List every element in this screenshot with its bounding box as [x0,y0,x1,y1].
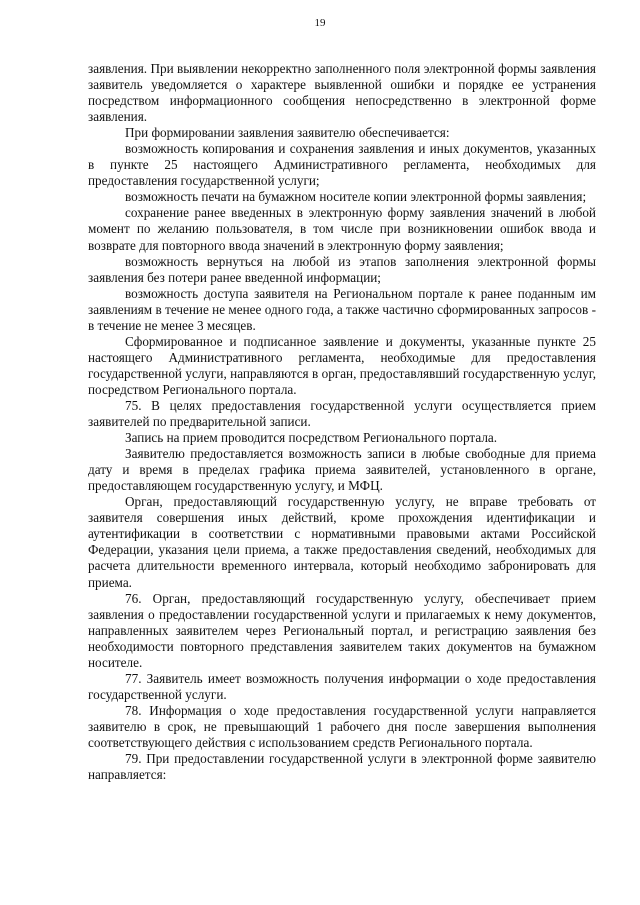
paragraph: Запись на прием проводится посредством Регионального портала. [125,430,498,446]
paragraph: сохранение ранее введенных в электронную форму заявления значений в любой момент по желанию пользователя, в том числе при возникновении ошибок ввода и возврате для повторного ввода значений в электронную форму заявления; [88,205,596,253]
paragraph: Сформированное и подписанное заявление и документы, указанные пункте 25 настоящего Административного регламента, необходимые для предоставления государственной услуги, направляются в орган, предоставлявший государственную услуг, посредством Регионального портала. [88,333,596,397]
page-body [88,61,596,783]
paragraph: заявления. При выявлении некорректно заполненного поля электронной формы заявления заявитель уведомляется о характере выявленной ошибки и порядке ее устранения посредством информационного сообщения непосредственно в электронной форме заявления. [88,61,596,125]
paragraph: возможность доступа заявителя на Региональном портале к ранее поданным им заявлениям в течение не менее одного года, а также частично сформированных запросов - в течение не менее 3 месяцев. [88,285,596,333]
paragraph-item-78: 78. Информация о ходе предоставления государственной услуги направляется заявителю в срок, не превышающий 1 рабочего дня после завершения выполнения соответствующего действия с использованием средств Регионального портала. [88,702,596,750]
paragraph: возможность вернуться на любой из этапов заполнения электронной формы заявления без потери ранее введенной информации; [88,253,596,285]
paragraph-item-79: 79. При предоставлении государственной услуги в электронной форме заявителю направляется: [88,751,596,783]
paragraph: возможность печати на бумажном носителе копии электронной формы заявления; [125,189,587,205]
paragraph: Орган, предоставляющий государственную услугу, не вправе требовать от заявителя совершения иных действий, кроме прохождения идентификации и аутентификации в соответствии с нормативными правовыми актами Российской Федерации, указания цели приема, а также предоставления сведений, необходимых для расчета длительности временного интервала, который необходимо забронировать для приема. [88,494,596,590]
paragraph-item-77: 77. Заявитель имеет возможность получения информации о ходе предоставления государственной услуги. [88,670,596,702]
paragraph-item-76: 76. Орган, предоставляющий государственную услугу, обеспечивает прием заявления о предоставлении государственной услуги и прилагаемых к нему документов, направленных заявителем через Региональный портал, и регистрацию заявления без необходимости повторного представления заявителем таких документов на бумажном носителе. [88,590,596,670]
paragraph-item-75: 75. В целях предоставления государственной услуги осуществляется прием заявителей по предварительной записи. [88,397,596,430]
paragraph: возможность копирования и сохранения заявления и иных документов, указанных в пункте 25 настоящего Административного регламента, необходимых для предоставления государственной услуги; [88,141,596,189]
page-number: 19 [314,17,326,29]
paragraph: При формировании заявления заявителю обеспечивается: [125,125,450,141]
paragraph: Заявителю предоставляется возможность записи в любые свободные для приема дату и время в пределах графика приема заявителей, установленного в органе, предоставляющем государственную услугу, и МФЦ. [88,446,596,494]
